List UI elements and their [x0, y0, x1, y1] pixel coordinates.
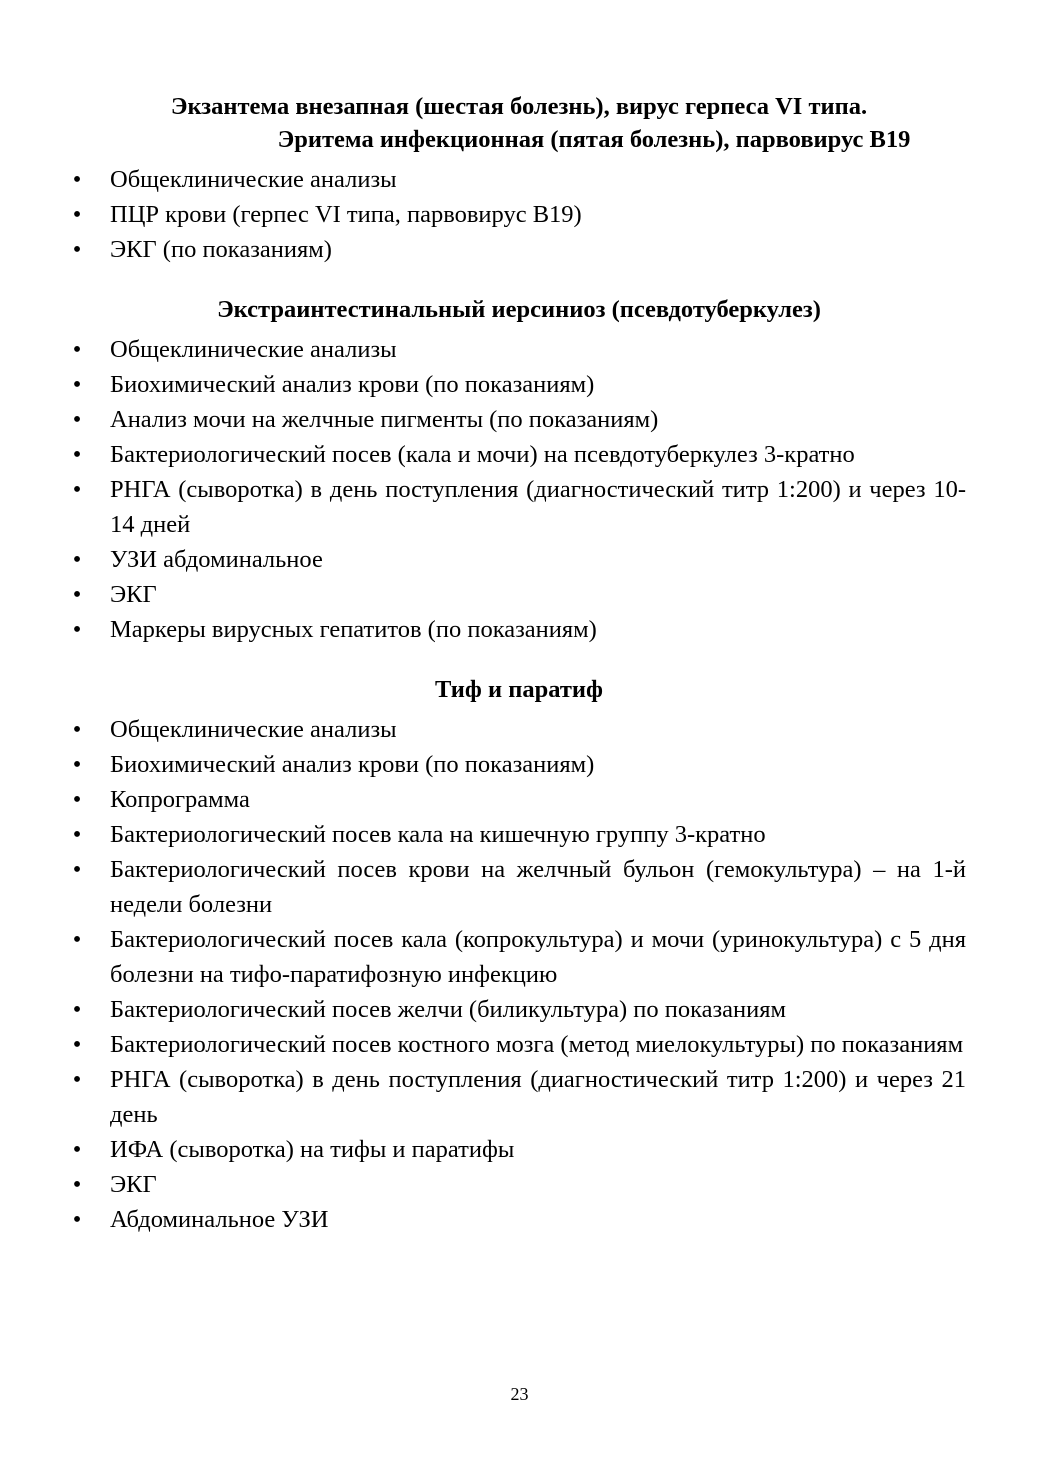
section-title [72, 673, 966, 706]
section-typhoid [72, 673, 966, 1237]
bullet-icon: • [72, 821, 82, 848]
list-item [72, 852, 966, 922]
bullet-icon: • [72, 996, 82, 1023]
analysis-list [72, 162, 966, 267]
list-item [72, 1167, 966, 1202]
section-title [72, 90, 966, 156]
list-item-text: ЭКГ [110, 581, 157, 608]
list-item-text: РНГА (сыворотка) в день поступления (диагностический титр 1:200) и через 10-14 дней [110, 476, 966, 538]
bullet-icon: • [72, 751, 82, 778]
section-title-line: Тиф и паратиф [435, 676, 603, 703]
bullet-icon: • [72, 716, 82, 743]
list-item-text: ПЦР крови (герпес VI типа, парвовирус B19) [110, 201, 582, 228]
list-item [72, 542, 966, 577]
list-item-text: Общеклинические анализы [110, 166, 397, 193]
bullet-icon: • [72, 856, 82, 883]
section-title-line: Экзантема внезапная (шестая болезнь), вирус герпеса VI типа. [170, 93, 868, 120]
list-item [72, 437, 966, 472]
bullet-icon: • [72, 441, 82, 468]
list-item-text: Копрограмма [110, 786, 250, 813]
list-item [72, 1062, 966, 1132]
list-item-text: Бактериологический посев кала (копрокультура) и мочи (уринокультура) с 5 дня болезни на тифо-паратифозную инфекцию [110, 926, 966, 988]
analysis-list [72, 712, 966, 1237]
list-item [72, 232, 966, 267]
list-item [72, 1132, 966, 1167]
list-item [72, 162, 966, 197]
list-item-text: РНГА (сыворотка) в день поступления (диагностический титр 1:200) и через 21 день [110, 1066, 966, 1128]
list-item-text: Абдоминальное УЗИ [110, 1206, 329, 1233]
list-item-text: Маркеры вирусных гепатитов (по показаниям) [110, 616, 597, 643]
list-item [72, 332, 966, 367]
list-item-text: Бактериологический посев желчи (биликультура) по показаниям [110, 996, 787, 1023]
bullet-icon: • [72, 236, 82, 263]
list-item [72, 747, 966, 782]
bullet-icon: • [72, 546, 82, 573]
section-title-line: Экстраинтестинальный иерсиниоз (псевдотуберкулез) [217, 296, 821, 323]
bullet-icon: • [72, 1206, 82, 1233]
bullet-icon: • [72, 786, 82, 813]
section-title-line: Эритема инфекционная (пятая болезнь), парвовирус B19 [277, 126, 911, 153]
list-item [72, 367, 966, 402]
list-item [72, 197, 966, 232]
document-page [72, 90, 966, 1237]
list-item-text: Общеклинические анализы [110, 716, 397, 743]
bullet-icon: • [72, 476, 82, 503]
bullet-icon: • [72, 371, 82, 398]
section-yersiniosis [72, 293, 966, 647]
list-item-text: ЭКГ (по показаниям) [110, 236, 332, 263]
list-item [72, 1202, 966, 1237]
list-item-text: Бактериологический посев кала на кишечную группу 3-кратно [110, 821, 766, 848]
bullet-icon: • [72, 406, 82, 433]
list-item-text: Анализ мочи на желчные пигменты (по показаниям) [110, 406, 659, 433]
list-item-text: Бактериологический посев костного мозга (метод миелокультуры) по показаниям [110, 1031, 964, 1058]
list-item [72, 472, 966, 542]
list-item [72, 992, 966, 1027]
bullet-icon: • [72, 616, 82, 643]
list-item-text: Бактериологический посев крови на желчный бульон (гемокультура) – на 1-й недели болезни [110, 856, 966, 918]
bullet-icon: • [72, 926, 82, 953]
section-exanthema [72, 90, 966, 267]
page-number: 23 [510, 1384, 529, 1404]
list-item-text: УЗИ абдоминальное [110, 546, 323, 573]
analysis-list [72, 332, 966, 647]
list-item [72, 1027, 966, 1062]
bullet-icon: • [72, 336, 82, 363]
list-item-text: ЭКГ [110, 1171, 157, 1198]
bullet-icon: • [72, 1136, 82, 1163]
bullet-icon: • [72, 201, 82, 228]
list-item-text: Бактериологический посев (кала и мочи) на псевдотуберкулез 3-кратно [110, 441, 855, 468]
list-item-text: Биохимический анализ крови (по показаниям) [110, 751, 595, 778]
list-item-text: Биохимический анализ крови (по показаниям) [110, 371, 595, 398]
section-title [72, 293, 966, 326]
list-item [72, 577, 966, 612]
list-item-text: Общеклинические анализы [110, 336, 397, 363]
list-item [72, 817, 966, 852]
list-item [72, 922, 966, 992]
bullet-icon: • [72, 1066, 82, 1093]
bullet-icon: • [72, 166, 82, 193]
bullet-icon: • [72, 1171, 82, 1198]
list-item [72, 612, 966, 647]
list-item [72, 712, 966, 747]
list-item-text: ИФА (сыворотка) на тифы и паратифы [110, 1136, 515, 1163]
bullet-icon: • [72, 1031, 82, 1058]
bullet-icon: • [72, 581, 82, 608]
list-item [72, 782, 966, 817]
list-item [72, 402, 966, 437]
